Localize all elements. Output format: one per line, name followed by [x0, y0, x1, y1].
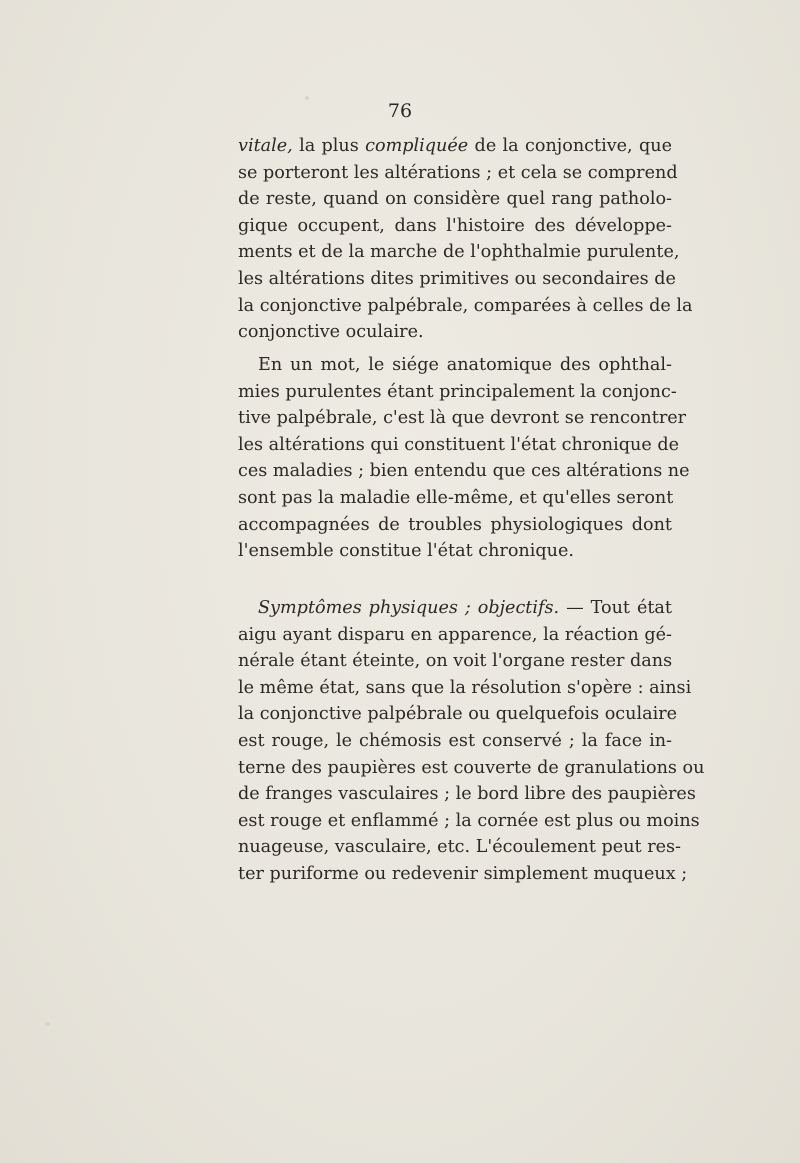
- text-line: nuageuse, vasculaire, etc. L'écoulement peut res-: [238, 837, 681, 858]
- page-number: 76: [387, 100, 413, 122]
- text-line: les altérations dites primitives ou secondaires de: [238, 268, 676, 289]
- italic-text: vitale,: [238, 136, 293, 156]
- text-line: est rouge, le chémosis est conservé ; la face in-: [238, 730, 672, 751]
- paragraph-3: [238, 595, 705, 888]
- text-line: de reste, quand on considère quel rang patholo-: [238, 189, 672, 210]
- text-line: est rouge et enflammé ; la cornée est plus ou moins: [238, 810, 700, 831]
- text-line: sont pas la maladie elle-même, et qu'elles seront: [238, 487, 674, 508]
- ink-spot: [45, 1022, 50, 1026]
- text-line: aigu ayant disparu en apparence, la réaction gé-: [238, 624, 672, 645]
- text-line: Symptômes physiques ; objectifs. — Tout état: [258, 598, 672, 618]
- paragraph-2: [238, 352, 690, 565]
- text-line: gique occupent, dans l'histoire des développe-: [238, 215, 672, 236]
- text-line: tive palpébrale, c'est là que devront se rencontrer: [238, 408, 687, 429]
- text-line: la conjonctive palpébrale, comparées à celles de la: [238, 295, 693, 316]
- text-line: mies purulentes étant principalement la conjonc-: [238, 381, 677, 402]
- text-line: En un mot, le siége anatomique des ophthal-: [258, 355, 672, 375]
- text-line: le même état, sans que la résolution s'opère : ainsi: [238, 677, 692, 698]
- text-line: terne des paupières est couverte de granulations ou: [238, 757, 705, 778]
- text-line: l'ensemble constitue l'état chronique.: [238, 541, 574, 562]
- text-line: ments et de la marche de l'ophthalmie purulente,: [238, 242, 680, 263]
- text-line: se porteront les altérations ; et cela se comprend: [238, 162, 678, 183]
- text-line: de franges vasculaires ; le bord libre des paupières: [238, 784, 696, 805]
- text-line: la conjonctive palpébrale ou quelquefois oculaire: [238, 704, 678, 725]
- text-line: nérale étant éteinte, on voit l'organe rester dans: [238, 651, 673, 672]
- text-line: accompagnées de troubles physiologiques dont: [238, 514, 672, 535]
- text-line: les altérations qui constituent l'état chronique de: [238, 434, 680, 455]
- text-line: conjonctive oculaire.: [238, 322, 424, 343]
- text-line: vitale, la plus compliquée de la conjonctive, que: [238, 136, 672, 156]
- paragraph-1: [238, 133, 693, 346]
- text-line: ter puriforme ou redevenir simplement muqueux ;: [238, 863, 688, 884]
- text-line: ces maladies ; bien entendu que ces altérations ne: [238, 461, 690, 482]
- italic-text: compliquée: [365, 136, 469, 156]
- section-heading: Symptômes physiques ; objectifs.: [258, 598, 560, 618]
